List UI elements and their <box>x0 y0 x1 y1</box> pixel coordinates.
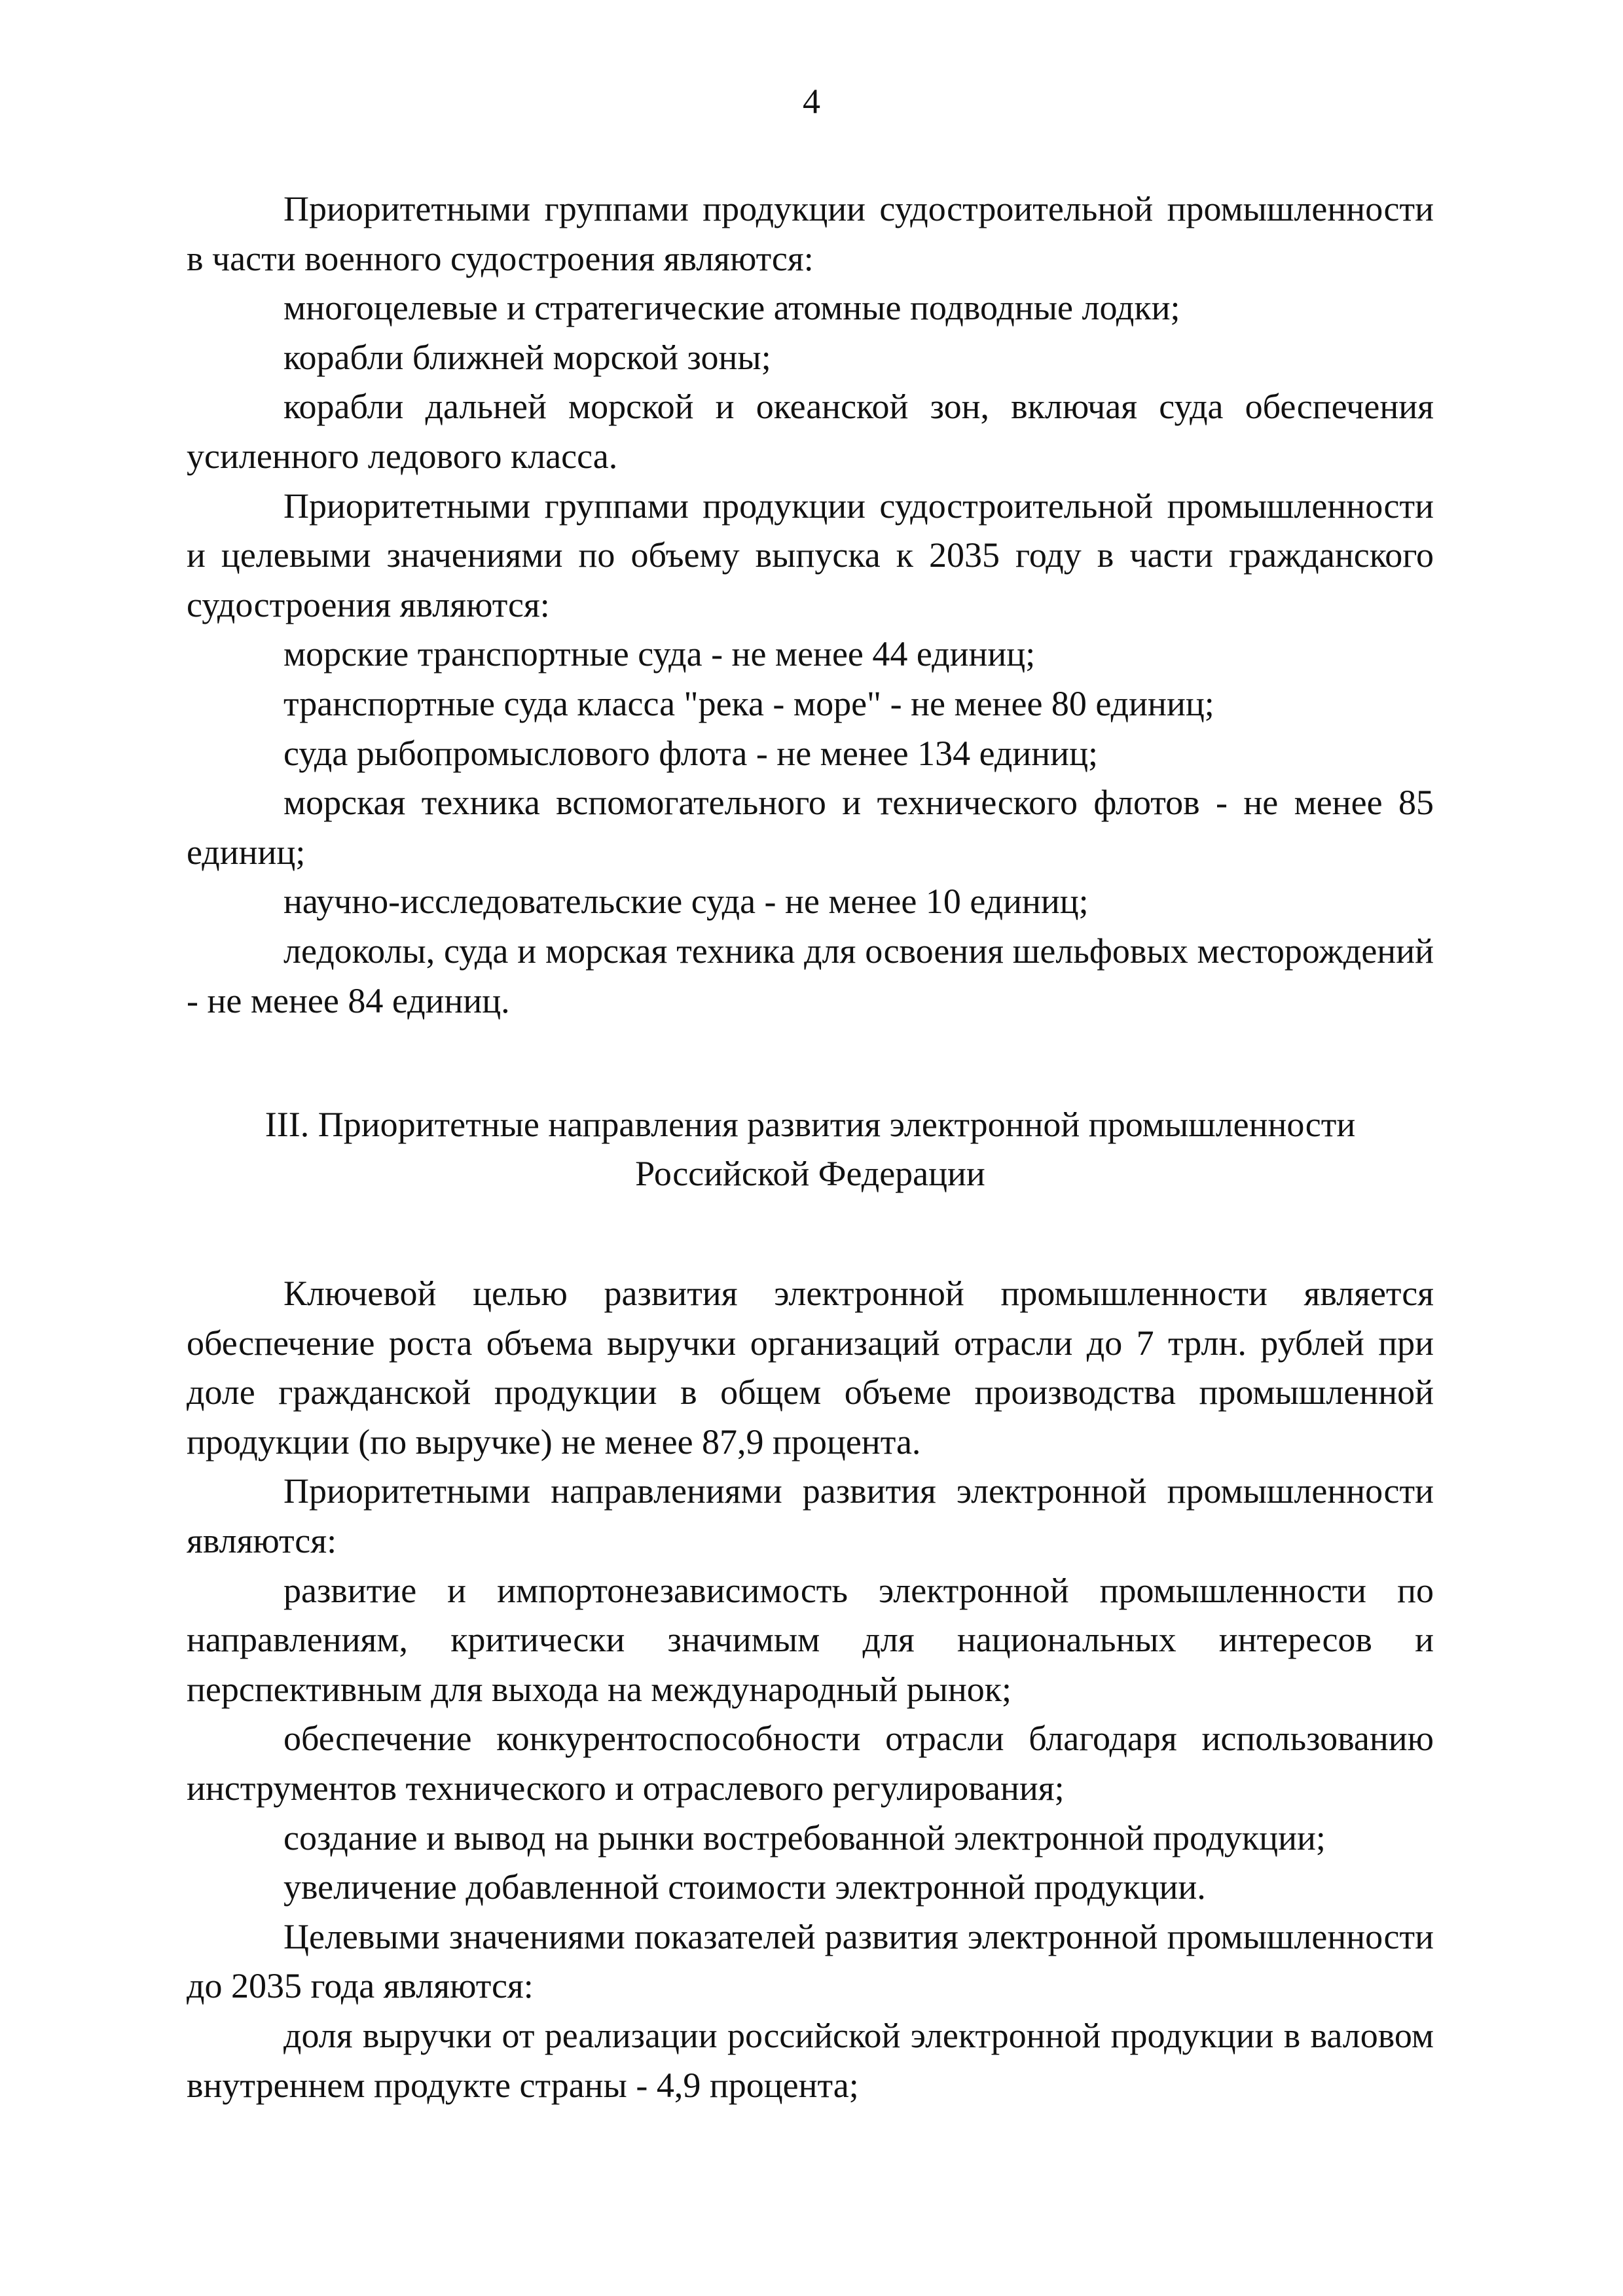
document-body <box>187 185 1434 2110</box>
list-item: доля выручки от реализации российской электронной продукции в валовом внутреннем продукте страны - 4,9 процента; <box>187 2016 1434 2105</box>
electronics-directions-intro: Приоритетными направлениями развития электронной промышленности являются: <box>187 1471 1434 1561</box>
list-item: увеличение добавленной стоимости электронной продукции. <box>283 1867 1206 1907</box>
page-number: 4 <box>803 82 820 121</box>
section-heading-line: Российской Федерации <box>635 1154 985 1194</box>
list-item: создание и вывод на рынки востребованной электронной продукции; <box>283 1818 1326 1857</box>
military-shipbuilding-intro: Приоритетными группами продукции судостроительной промышленности в части военного судостроения являются: <box>187 189 1434 278</box>
electronics-targets-intro: Целевыми значениями показателей развития электронной промышленности до 2035 года являются: <box>187 1916 1434 2006</box>
list-item: морская техника вспомогательного и технического флотов - не менее 85 единиц; <box>187 783 1434 872</box>
civil-shipbuilding-intro: Приоритетными группами продукции судостроительной промышленности и целевыми значениями по объему выпуска к 2035 году в части гражданского судостроения являются: <box>187 486 1434 624</box>
list-item: научно-исследовательские суда - не менее 10 единиц; <box>283 882 1089 922</box>
list-item: обеспечение конкурентоспособности отрасли благодаря использованию инструментов технического и отраслевого регулирования; <box>187 1719 1434 1808</box>
electronics-goal-paragraph: Ключевой целью развития электронной промышленности является обеспечение роста объема выручки организаций отрасли до 7 трлн. рублей при доле гражданской продукции в общем объеме производства промышленной продукции (по выручке) не менее 87,9 процента. <box>187 1274 1434 1462</box>
list-item: суда рыбопромыслового флота - не менее 134 единиц; <box>283 733 1098 773</box>
list-item: развитие и импортонезависимость электронной промышленности по направлениям, критически значимым для национальных интересов и перспективным для выхода на международный рынок; <box>187 1570 1434 1709</box>
section-heading-line: III. Приоритетные направления развития электронной промышленности <box>264 1105 1356 1145</box>
list-item: многоцелевые и стратегические атомные подводные лодки; <box>283 288 1180 328</box>
list-item: корабли дальней морской и океанской зон, включая суда обеспечения усиленного ледового класса. <box>187 387 1434 476</box>
list-item: корабли ближней морской зоны; <box>283 337 771 377</box>
section-heading <box>187 1100 1434 1198</box>
list-item: ледоколы, суда и морская техника для освоения шельфовых месторождений - не менее 84 единиц. <box>187 931 1434 1020</box>
list-item: транспортные суда класса "река - море" - не менее 80 единиц; <box>283 683 1214 723</box>
list-item: морские транспортные суда - не менее 44 единиц; <box>283 634 1036 674</box>
